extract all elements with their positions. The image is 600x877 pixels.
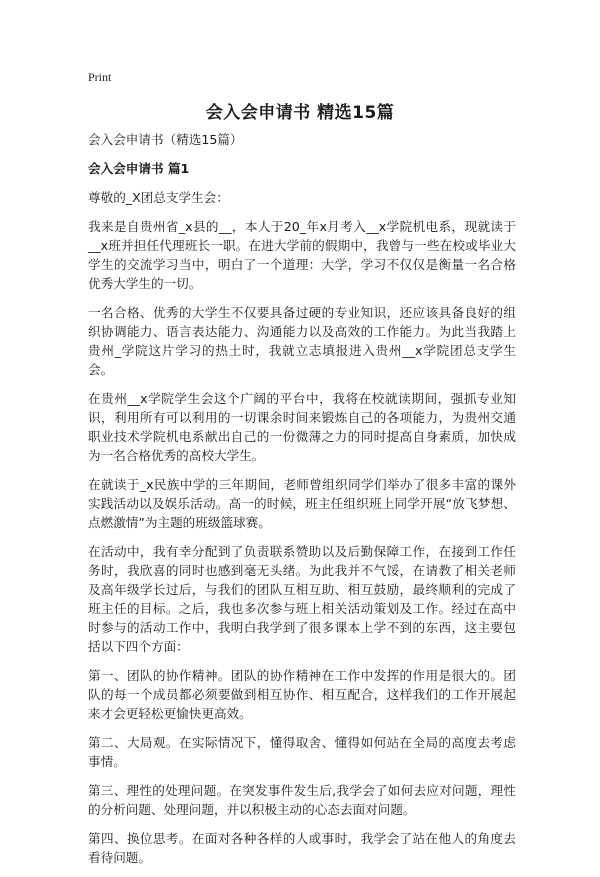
document-body (88, 130, 516, 877)
paragraph: 我来是自贵州省_x县的__，本人于20_年x月考入__x学院机电系，现就读于__x班并担任代理班长一职。在进大学前的假期中，我曾与一些在校或毕业大学生的交流学习当中，明白了一个道理：大学，学习不仅仅是衡量一名合格优秀大学生的一切。 (88, 219, 516, 291)
print-label: Print (88, 70, 112, 84)
paragraph: 第一、团队的协作精神。团队的协作精神在工作中发挥的作用是很大的。团队的每一个成员都必须要做到相互协作、相互配合，这样我们的工作开展起来才会更轻松更愉快更高效。 (88, 668, 516, 721)
page-title: 会入会申请书 精选15篇 (205, 103, 395, 123)
paragraph: 第二、大局观。在实际情况下，懂得取舍、懂得如何站在全局的高度去考虑事情。 (88, 735, 516, 769)
paragraph: 在就读于_x民族中学的三年期间，老师曾组织同学们举办了很多丰富的课外实践活动以及娱乐活动。高一的时候，班主任组织班上同学开展“放飞梦想、点燃激情”为主题的班级篮球赛。 (88, 477, 516, 530)
document-subtitle: 会入会申请书（精选15篇） (88, 132, 243, 147)
section-heading: 会入会申请书 篇1 (88, 161, 190, 176)
paragraph: 在活动中，我有幸分配到了负责联系赞助以及后勤保障工作，在接到工作任务时，我欣喜的同时也感到毫无头绪。为此我并不气馁，在请教了相关老师及高年级学长过后，与我们的团队互相互助、相互鼓励，最终顺利的完成了班主任的目标。之后，我也多次参与班上相关活动策划及工作。经过在高中时参与的活动工作中，我明白我学到了很多课本上学不到的东西，这主要包括以下四个方面： (88, 544, 516, 654)
paragraph: 第三、理性的处理问题。在突发事件发生后,我学会了如何去应对问题，理性的分析问题、处理问题，并以积极主动的心态去面对问题。 (88, 783, 516, 817)
salutation: 尊敬的_X团总支学生会： (88, 190, 229, 205)
paragraph: 一名合格、优秀的大学生不仅要具备过硬的专业知识，还应该具备良好的组织协调能力、语言表达能力、沟通能力以及高效的工作能力。为此当我踏上贵州_学院这片学习的热土时，我就立志填报进入贵州__x学院团总支学生会。 (88, 305, 516, 377)
paragraph: 第四、换位思考。在面对各种各样的人或事时，我学会了站在他人的角度去看待问题。 (88, 831, 516, 865)
paragraph: 在贵州__x学院学生会这个广阔的平台中，我将在校就读期间，强抓专业知识，利用所有可以利用的一切课余时间来锻炼自己的各项能力，为贵州交通职业技术学院机电系献出自己的一份微薄之力的同时提高自身素质，加快成为一名合格优秀的高校大学生。 (88, 391, 516, 463)
